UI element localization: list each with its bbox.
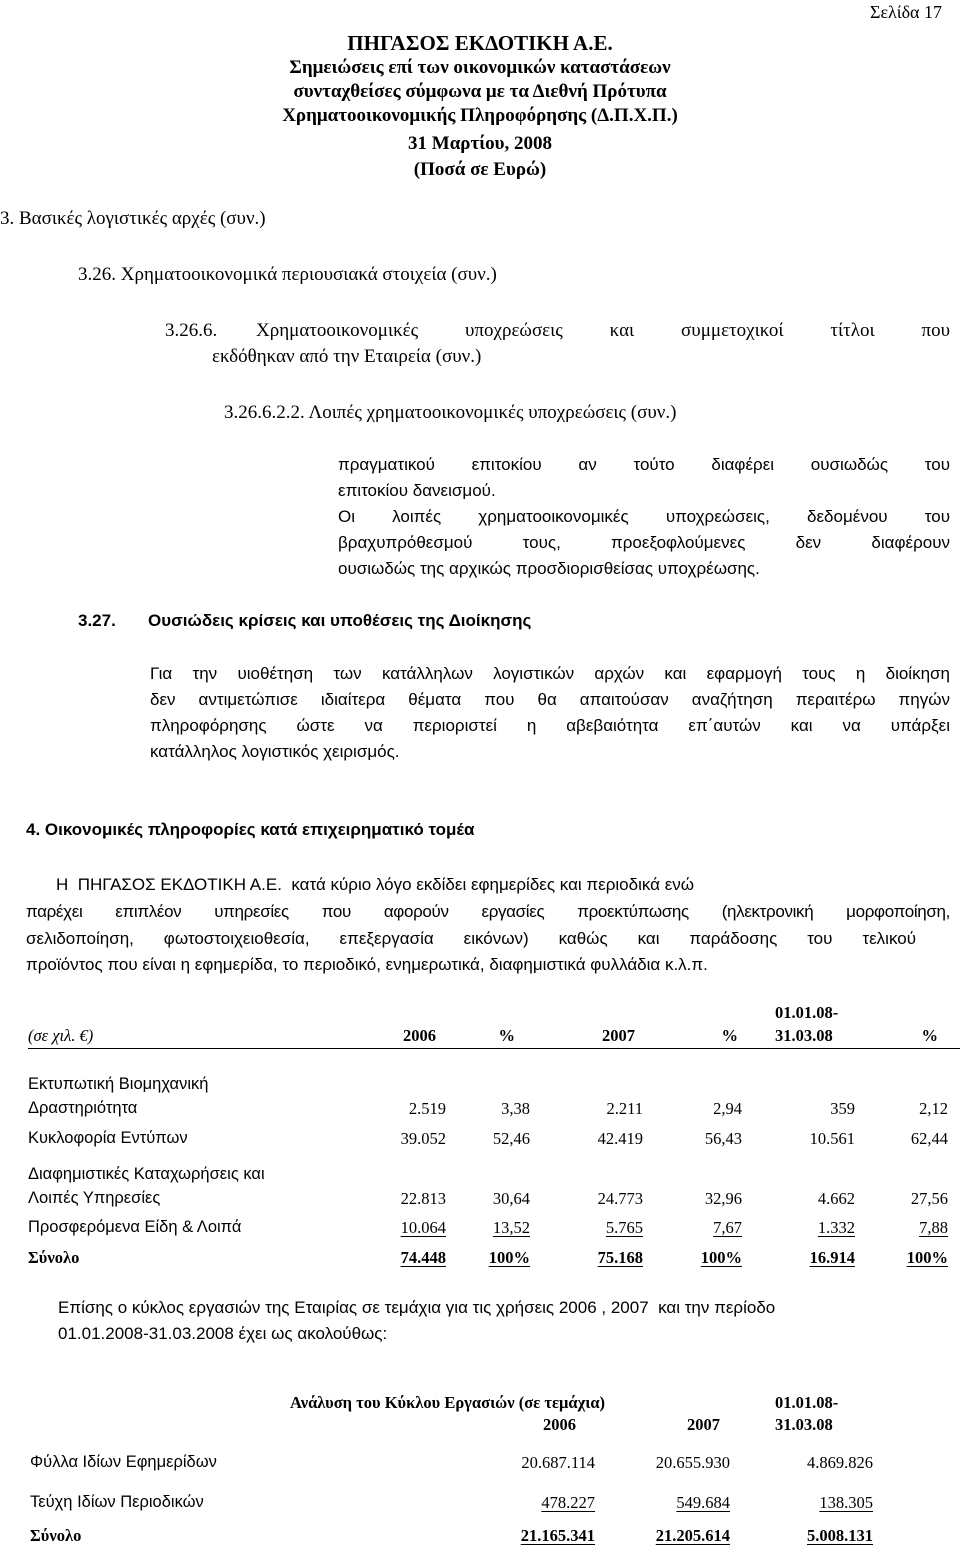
units-col-period-line-1: 01.01.08- — [775, 1393, 839, 1412]
paragraph-2-line-2: βραχυπρόθεσμού τους, προεξοφλούμενες δεν διαφέρουν — [338, 533, 950, 552]
segment-row-1-pct-2007: 2,94 — [713, 1099, 742, 1118]
segment-total-2006: 74.448 — [400, 1248, 446, 1267]
segment-col-pct-2007: % — [721, 1026, 738, 1045]
paragraph-3-line-1: Για την υιοθέτηση των κατάλληλων λογιστικών αρχών και εφαρμογή τους η διοίκηση — [150, 664, 950, 683]
units-row-1-label: Φύλλα Ιδίων Εφημερίδων — [30, 1453, 217, 1471]
segment-row-1-pct-2006: 3,38 — [501, 1099, 530, 1118]
units-total-2007: 21.205.614 — [655, 1526, 730, 1545]
segment-col-2006: 2006 — [403, 1026, 436, 1045]
segment-col-2007: 2007 — [602, 1026, 635, 1045]
segment-row-3-2006: 22.813 — [400, 1189, 446, 1208]
segment-row-4-pct-2007: 7,67 — [713, 1218, 742, 1237]
segment-row-1-pct-period: 2,12 — [919, 1099, 948, 1118]
page-number: Σελίδα 17 — [869, 2, 942, 22]
segment-total-pct-period: 100% — [906, 1248, 948, 1267]
units-row-2-period: 138.305 — [819, 1493, 873, 1512]
segment-row-2-period: 10.561 — [809, 1129, 855, 1148]
segment-row-3-pct-period: 27,56 — [910, 1189, 948, 1208]
segment-row-4-pct-2006: 13,52 — [492, 1218, 530, 1237]
segment-row-2-2007: 42.419 — [597, 1129, 643, 1148]
segment-total-pct-2007: 100% — [700, 1248, 742, 1267]
segment-row-2-pct-2007: 56,43 — [704, 1129, 742, 1148]
segment-row-1-label-line-2: Δραστηριότητα — [28, 1099, 138, 1117]
paragraph-4-line-4: προϊόντος που είναι η εφημερίδα, το περιοδικό, ενημερωτικά, διαφημιστικά φυλλάδια κ.λ.π. — [26, 955, 708, 974]
segment-table-unit-label: (σε χιλ. €) — [28, 1026, 94, 1045]
segment-table-header-rule — [28, 1048, 960, 1049]
segment-row-1-label-line-1: Εκτυπωτική Βιομηχανική — [28, 1075, 209, 1093]
segment-col-pct-2006: % — [498, 1026, 515, 1045]
paragraph-3-line-4: κατάλληλος λογιστικός χειρισμός. — [150, 742, 400, 761]
segment-col-period-line-1: 01.01.08- — [775, 1003, 839, 1022]
paragraph-5-line-1: Επίσης ο κύκλος εργασιών της Εταιρίας σε τεμάχια για τις χρήσεις 2006 , 2007 και την περίοδο — [58, 1298, 776, 1317]
units-row-1-2006: 20.687.114 — [521, 1453, 595, 1472]
units-row-2-label: Τεύχη Ιδίων Περιοδικών — [30, 1493, 204, 1511]
units-row-2-2006: 478.227 — [541, 1493, 595, 1512]
segment-row-4-period: 1.332 — [817, 1218, 855, 1237]
segment-total-label: Σύνολο — [28, 1248, 80, 1267]
paragraph-1-line-1: πραγματικού επιτοκίου αν τούτο διαφέρει ουσιωδώς του — [338, 455, 950, 474]
segment-row-1-2007: 2.211 — [606, 1099, 643, 1118]
units-col-2007: 2007 — [687, 1415, 720, 1434]
units-row-1-period: 4.869.826 — [807, 1453, 873, 1472]
segment-row-3-label-line-1: Διαφημιστικές Καταχωρήσεις και — [28, 1165, 265, 1183]
paragraph-5-line-2: 01.01.2008-31.03.2008 έχει ως ακολούθως: — [58, 1324, 388, 1343]
paragraph-3-line-2: δεν αντιμετώπισε ιδιαίτερα θέματα που θα απαιτούσαν αναζήτηση περαιτέρω πηγών — [150, 690, 950, 709]
paragraph-3-line-3: πληροφόρησης ώστε να περιοριστεί η αβεβαιότητα επ΄αυτών και να υπάρξει — [150, 716, 950, 735]
section-3-26-6-title-cont: εκδόθηκαν από την Εταιρεία (συν.) — [212, 346, 482, 367]
segment-total-2007: 75.168 — [597, 1248, 643, 1267]
units-col-2006: 2006 — [543, 1415, 576, 1434]
paragraph-1-line-2: επιτοκίου δανεισμού. — [338, 481, 496, 500]
header-line-1: Σημειώσεις επί των οικονομικών καταστάσεων — [289, 57, 671, 78]
segment-row-4-label: Προσφερόμενα Είδη & Λοιπά — [28, 1218, 242, 1236]
segment-row-2-2006: 39.052 — [400, 1129, 446, 1148]
segment-row-2-pct-period: 62,44 — [910, 1129, 948, 1148]
paragraph-2-line-1: Οι λοιπές χρηματοοικονομικές υποχρεώσεις, δεδομένου του — [338, 507, 950, 526]
units-total-period: 5.008.131 — [807, 1526, 873, 1545]
segment-row-3-period: 4.662 — [817, 1189, 855, 1208]
paragraph-4-line-3: σελιδοποίηση, φωτοστοιχειοθεσία, επεξεργασία εικόνων) καθώς και παράδοσης του τελικού — [26, 929, 916, 948]
section-3-27-title: Ουσιώδεις κρίσεις και υποθέσεις της Διοίκησης — [148, 611, 532, 630]
segment-row-3-pct-2007: 32,96 — [704, 1189, 742, 1208]
paragraph-2-line-3: ουσιωδώς της αρχικώς προσδιορισθείσας υποχρέωσης. — [338, 559, 760, 578]
units-table-title: Ανάλυση του Κύκλου Εργασιών (σε τεμάχια) — [290, 1393, 606, 1412]
segment-col-pct-period: % — [921, 1026, 938, 1045]
units-total-2006: 21.165.341 — [520, 1526, 595, 1545]
header-line-3: Χρηματοοικονομικής Πληροφόρησης (Δ.Π.Χ.Π.) — [282, 105, 678, 126]
units-row-2-2007: 549.684 — [676, 1493, 730, 1512]
units-total-label: Σύνολο — [30, 1526, 82, 1545]
section-4-heading: 4. Οικονομικές πληροφορίες κατά επιχειρηματικό τομέα — [26, 820, 475, 839]
section-3-27-number: 3.27. — [78, 611, 116, 630]
paragraph-4-line-1: Η ΠΗΓΑΣΟΣ ΕΚΔΟΤΙΚΗ Α.Ε. κατά κύριο λόγο εκδίδει εφημερίδες και περιοδικά ενώ — [56, 875, 695, 894]
section-3-26-6-number: 3.26.6. — [165, 320, 218, 341]
paragraph-4-line-2: παρέχει επιπλέον υπηρεσίες που αφορούν εργασίες προεκτύπωσης (ηλεκτρονική μορφοποίηση, — [26, 902, 950, 921]
segment-total-period: 16.914 — [809, 1248, 855, 1267]
segment-row-4-2007: 5.765 — [605, 1218, 643, 1237]
segment-total-pct-2006: 100% — [488, 1248, 530, 1267]
segment-row-2-label: Κυκλοφορία Εντύπων — [28, 1129, 188, 1147]
header-date: 31 Μαρτίου, 2008 — [408, 133, 552, 154]
header-currency: (Ποσά σε Ευρώ) — [413, 159, 547, 180]
units-row-1-2007: 20.655.930 — [655, 1453, 730, 1472]
company-name: ΠΗΓΑΣΟΣ ΕΚΔΟΤΙΚΗ Α.Ε. — [347, 31, 613, 55]
section-3-heading: 3. Βασικές λογιστικές αρχές (συν.) — [0, 208, 266, 229]
segment-row-4-pct-period: 7,88 — [919, 1218, 948, 1237]
segment-row-1-period: 359 — [830, 1099, 855, 1118]
segment-row-3-pct-2006: 30,64 — [492, 1189, 530, 1208]
segment-row-3-2007: 24.773 — [597, 1189, 643, 1208]
segment-row-2-pct-2006: 52,46 — [492, 1129, 530, 1148]
section-3-26-heading: 3.26. Χρηματοοικονομικά περιουσιακά στοιχεία (συν.) — [78, 264, 497, 285]
segment-row-4-2006: 10.064 — [400, 1218, 446, 1237]
segment-row-3-label-line-2: Λοιπές Υπηρεσίες — [28, 1189, 161, 1207]
section-3-26-6-title: Χρηματοοικονομικές υποχρεώσεις και συμμετοχικοί τίτλοι που — [256, 320, 950, 341]
segment-col-period-line-2: 31.03.08 — [775, 1026, 833, 1045]
units-col-period-line-2: 31.03.08 — [775, 1415, 833, 1434]
header-line-2: συνταχθείσες σύμφωνα με τα Διεθνή Πρότυπα — [293, 81, 667, 102]
section-3-26-6-2-2-heading: 3.26.6.2.2. Λοιπές χρηματοοικονομικές υποχρεώσεις (συν.) — [224, 402, 677, 423]
segment-row-1-2006: 2.519 — [408, 1099, 446, 1118]
